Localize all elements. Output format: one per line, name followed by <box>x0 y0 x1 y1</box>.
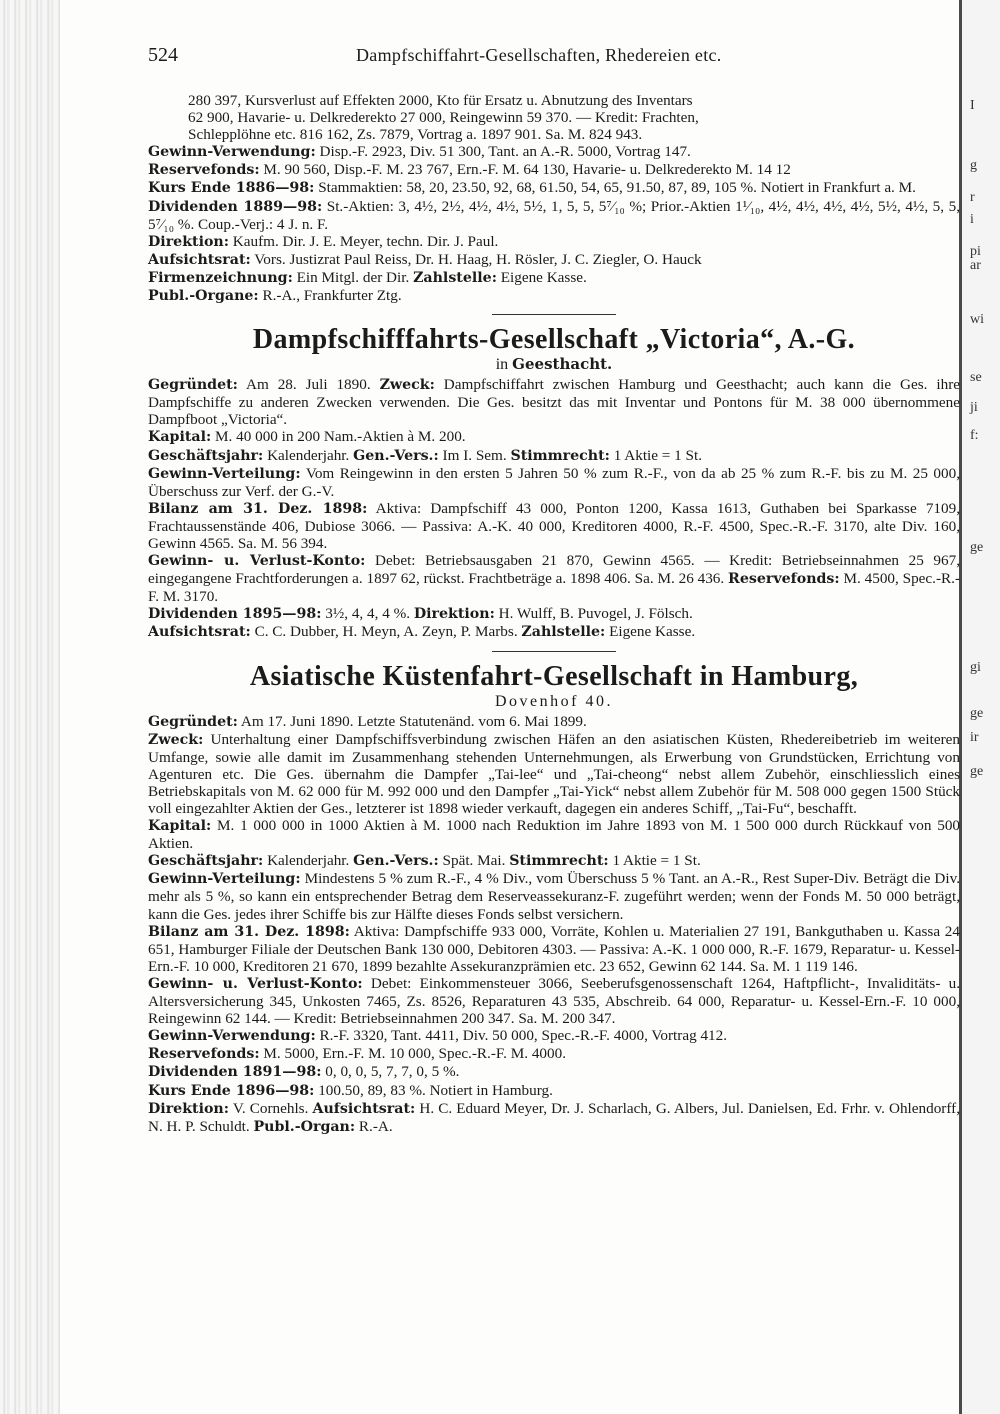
entry-key: Kurs Ende 1886—98: <box>148 180 315 197</box>
adjacent-page-edge <box>959 0 1000 1414</box>
entry-text: M. 1 000 000 in 1000 Aktien à M. 1000 nach Reduktion im Jahre 1893 von M. 1 500 000 durch Rückkauf von 500 Aktien. <box>148 817 961 853</box>
entry-gewinn-verlust <box>148 552 960 605</box>
entry-key: Stimmrecht: <box>509 853 609 870</box>
entry-kapital <box>148 817 960 852</box>
entry-text: 1 Aktie = 1 St. <box>612 852 701 870</box>
page-number: 524 <box>148 44 178 66</box>
margin-fragment: ji <box>970 400 978 415</box>
entry-aufsichtsrat <box>148 623 960 641</box>
prev-company-section <box>148 92 960 305</box>
entry-key: Gewinn-Verwendung: <box>148 144 316 161</box>
entry-text: Aktiva: Dampfschiff 43 000, Ponton 1200, Kassa 1613, Guthaben bei Sparkasse 7109, Frachtaussenstände 406, Dubiose 3066. — Passiva: A.-K. 40 000, Kreditoren 4000, R.-F. 4500, Spec.-R.-F. 3170, alte Div. 160, Gewinn 4565. Sa. M. 56 394. <box>148 499 961 552</box>
entry-bilanz <box>148 500 960 552</box>
entry-key: Gen.-Vers.: <box>353 853 439 870</box>
entry-key: Zweck: <box>148 731 204 748</box>
entry-text: Am 28. Juli 1890. <box>246 376 371 394</box>
entry-dividenden <box>148 198 960 233</box>
entry-gewinn-verwendung <box>148 143 960 161</box>
entry-text: Kalenderjahr. <box>267 852 350 870</box>
entry-publ-organe <box>148 287 960 305</box>
continuation-line: 62 900, Havarie- u. Delkrederekto 27 000, Reingewinn 59 370. — Kredit: Frachten, <box>188 109 699 127</box>
entry-geschaeftsjahr <box>148 447 960 465</box>
entry-kapital <box>148 428 960 446</box>
entry-gegruendet-zweck <box>148 376 960 428</box>
company-title: Dampfschifffahrts-Gesellschaft „Victoria“, A.-G. <box>252 324 856 356</box>
entry-gewinn-verlust <box>148 975 960 1027</box>
margin-fragment: i <box>970 212 974 227</box>
entry-gegruendet <box>148 713 960 731</box>
company-location <box>148 355 960 374</box>
entry-text: C. C. Dubber, H. Meyn, A. Zeyn, P. Marbs. <box>254 623 518 641</box>
entry-text: Ein Mitgl. der Dir. <box>296 268 410 286</box>
entry-text: R.-A. <box>358 1117 393 1135</box>
entry-dividenden <box>148 605 960 623</box>
entry-key: Kapital: <box>148 429 212 446</box>
margin-fragment: ar <box>970 258 981 273</box>
entry-text: R.-F. 3320, Tant. 4411, Div. 50 000, Spec.-R.-F. 4000, Vortrag 412. <box>319 1027 728 1045</box>
entry-text: Am 17. Juni 1890. Letzte Statutenänd. vom 6. Mai 1899. <box>240 712 587 730</box>
entry-key: Gewinn-Verteilung: <box>148 465 301 482</box>
entry-text: Debet: Einkommensteuer 3066, Seeberufsgenossenschaft 1264, Haftpflicht-, Invaliditäts- u. Altersversicherung 345, Unkosten 7465, Zs. 8526, Reparaturen 43 535, Abschreib. 64 000, Reparatur- u. Kessel-Ern.-F. 10 000, Reingewinn 62 144. — Kredit: Betriebseinnahmen 200 347. Sa. M. 200 347. <box>148 974 960 1028</box>
entry-key: Reservefonds: <box>148 1046 260 1063</box>
entry-key: Firmenzeichnung: <box>148 269 293 286</box>
entry-key: Gen.-Vers.: <box>353 447 439 464</box>
entry-text: 100.50, 89, 83 %. Notiert in Hamburg. <box>318 1081 553 1099</box>
entry-key: Zweck: <box>379 377 435 394</box>
entry-reservefonds <box>148 161 960 179</box>
company-victoria <box>148 325 960 641</box>
entry-key: Gegründet: <box>148 713 238 730</box>
entry-firmenzeichnung <box>148 269 960 287</box>
entry-zweck <box>148 731 960 817</box>
margin-fragment: ge <box>970 764 984 779</box>
margin-fragment: gi <box>970 660 981 675</box>
entry-kurs <box>148 1082 960 1100</box>
margin-fragment: ir <box>970 730 979 745</box>
entry-key: Bilanz am 31. Dez. 1898: <box>148 923 350 940</box>
entry-dividenden <box>148 1063 960 1081</box>
binding-edge <box>0 0 60 1414</box>
entry-text: 0, 0, 0, 5, 7, 7, 0, 5 %. <box>325 1063 460 1081</box>
entry-text: Vors. Justizrat Paul Reiss, Dr. H. Haag, H. Rösler, J. C. Ziegler, O. Hauck <box>254 250 702 268</box>
entry-key: Reservefonds: <box>728 571 840 588</box>
entry-key: Gewinn- u. Verlust-Konto: <box>148 975 363 992</box>
section-divider <box>492 651 616 652</box>
running-head <box>148 44 960 74</box>
entry-text: M. 90 560, Disp.-F. M. 23 767, Ern.-F. M. 64 130, Havarie- u. Delkrederekto M. 14 12 <box>263 161 791 179</box>
margin-fragment: r <box>970 190 975 205</box>
entry-key: Dividenden 1895—98: <box>148 606 322 623</box>
location-name: Geesthacht. <box>512 355 613 374</box>
entry-key: Bilanz am 31. Dez. 1898: <box>148 500 368 517</box>
entry-key: Gegründet: <box>148 377 238 394</box>
running-title: Dampfschiffahrt-Gesellschaften, Rhedereien etc. <box>356 45 722 65</box>
entry-text: St.-Aktien: 3, 4½, 2½, 4½, 4½, 5½, 1, 5, 5, 5⁷⁄₁₀ %; Prior.-Aktien 1¹⁄₁₀, 4½, 4½, 4½, 4½, 5½, 4½, 5, 5, 5⁷⁄₁₀ %. Coup.-Verj.: 4 J. n. F. <box>148 197 961 233</box>
entry-reservefonds <box>148 1045 960 1063</box>
entry-text: V. Cornehls. <box>232 1099 309 1117</box>
entry-kurs <box>148 179 960 197</box>
entry-gewinn-verteilung <box>148 465 960 500</box>
entry-text: Spät. Mai. <box>442 852 506 870</box>
entry-gewinn-verteilung <box>148 870 960 922</box>
entry-key: Publ.-Organe: <box>148 288 259 305</box>
entry-text: H. Wulff, B. Puvogel, J. Fölsch. <box>498 605 693 623</box>
entry-key: Publ.-Organ: <box>253 1118 356 1135</box>
continuation-line: Schlepplöhne etc. 816 162, Zs. 7879, Vortrag a. 1897 901. Sa. M. 824 943. <box>188 126 643 144</box>
entry-text: Kalenderjahr. <box>267 446 350 464</box>
entry-key: Aufsichtsrat: <box>148 624 251 641</box>
entry-text: Mindestens 5 % zum R.-F., 4 % Div., vom Überschuss 5 % Tant. an A.-R., Rest Super-Div. Beträgt die Div. mehr als 5 %, so kann ein entsprechender Betrag dem Reserveassekuranz-F. zugeführt werden; wenn der Fonds M. 50 000 beträgt, kann die Ges. jedes ihrer Schiffe bis zur Hälfte dieses Fonds selbst versichern. <box>148 870 960 923</box>
entry-key: Aufsichtsrat: <box>312 1100 416 1117</box>
entry-text: Eigene Kasse. <box>500 268 587 286</box>
entry-text: Im I. Sem. <box>442 446 507 464</box>
entry-text: Vom Reingewinn in den ersten 5 Jahren 50 % zum R.-F., von da ab 25 % zum R.-F. bis zu M. 25 000, Überschuss zur Verf. der G.-V. <box>148 464 960 500</box>
entry-text: Debet: Betriebsausgaben 21 870, Gewinn 4565. — Kredit: Betriebseinnahmen 25 967, eingegangene Frachtforderungen a. 1897 62, rückst. Frachtbeträge a. 1898 406. Sa. M. 26 436. <box>148 552 961 588</box>
entry-key: Stimmrecht: <box>510 447 610 464</box>
entry-key: Gewinn-Verteilung: <box>148 871 301 888</box>
entry-key: Zahlstelle: <box>413 269 497 286</box>
entry-bilanz <box>148 923 960 975</box>
margin-fragment: ge <box>970 706 984 721</box>
entry-key: Gewinn-Verwendung: <box>148 1028 316 1045</box>
entry-key: Geschäftsjahr: <box>148 853 264 870</box>
entry-direktion <box>148 233 960 251</box>
entry-key: Zahlstelle: <box>521 624 606 641</box>
entry-geschaeftsjahr <box>148 852 960 870</box>
entry-text: M. 40 000 in 200 Nam.-Aktien à M. 200. <box>215 428 466 446</box>
entry-key: Direktion: <box>148 1100 229 1117</box>
entry-direktion <box>148 1100 960 1136</box>
entry-text: M. 4500, Spec.-R.-F. M. 3170. <box>148 570 961 606</box>
entry-text: Eigene Kasse. <box>609 623 696 641</box>
entry-text: R.-A., Frankfurter Ztg. <box>262 287 402 305</box>
margin-fragment: se <box>970 370 982 385</box>
entry-key: Dividenden 1889—98: <box>148 198 323 215</box>
company-title: Asiatische Küstenfahrt-Gesellschaft in Hamburg, <box>249 660 859 692</box>
section-divider <box>492 314 616 315</box>
entry-text: M. 5000, Ern.-F. M. 10 000, Spec.-R.-F. M. 4000. <box>263 1045 566 1063</box>
entry-text: Aktiva: Dampfschiffe 933 000, Vorräte, Kohlen u. Materialien 27 191, Bankguthaben u. Kassa 24 651, Hamburger Filiale der Deutschen Bank 130 000, Debitoren 4303. — Passiva: A.-K. 1 000 000, R.-F. 1679, Reparatur- u. Kessel-Ern.-F. 10 000, Kreditoren 21 670, 1899 bezahlte Assekuranzprämien etc. 23 652, Gewinn 62 144. Sa. M. 1 119 146. <box>148 922 960 975</box>
company-asiatische <box>148 662 960 1136</box>
entry-text: Stammaktien: 58, 20, 23.50, 92, 68, 61.50, 54, 65, 91.50, 87, 89, 105 %. Notiert in Frankfurt a. M. <box>318 179 916 197</box>
entry-key: Direktion: <box>148 233 229 250</box>
margin-fragment: f: <box>970 428 979 443</box>
entry-key: Aufsichtsrat: <box>148 251 251 268</box>
address: Dovenhof 40. <box>495 692 613 710</box>
entry-aufsichtsrat <box>148 251 960 269</box>
entry-text: 3½, 4, 4, 4 %. <box>325 605 411 623</box>
page-content <box>148 44 960 1136</box>
entry-text: Disp.-F. 2923, Div. 51 300, Tant. an A.-R. 5000, Vortrag 147. <box>319 143 691 161</box>
company-address <box>148 692 960 711</box>
entry-text: H. C. Eduard Meyer, Dr. J. Scharlach, G. Albers, Jul. Danielsen, Ed. Frhr. v. Ohlendorff, N. H. P. Schuldt. <box>148 1099 960 1135</box>
entry-text: 1 Aktie = 1 St. <box>613 446 703 464</box>
entry-key: Reservefonds: <box>148 162 260 179</box>
location-prefix: in <box>495 356 509 374</box>
entry-gewinn-verwendung <box>148 1027 960 1045</box>
entry-key: Kapital: <box>148 818 212 835</box>
continuation-line: 280 397, Kursverlust auf Effekten 2000, Kto für Ersatz u. Abnutzung des Inventars <box>188 92 693 109</box>
margin-fragment: pi <box>970 244 981 259</box>
margin-fragment: I <box>970 98 975 113</box>
margin-fragment: ge <box>970 540 984 555</box>
entry-text: Unterhaltung einer Dampfschiffsverbindung zwischen Häfen an den asiatischen Küsten, Rhedereibetrieb im weiteren Umfange, sowie alle damit im Zusammenhang stehenden Unternehmungen, als Erwerbung von Grundstücken, Errichtung von Agenturen etc. Die Ges. übernahm die Dampfer „Tai-lee“ und „Tai-cheong“ nebst allem Zubehör, einschliesslich eines Betriebskapitals von M. 62 000 für M. 992 000 und den Dampfer „Tai-Yick“ nebst allem Zubehör für M. 508 000 gegen 1500 Stück voll eingezahlter Aktien der Ges., letzterer ist 1898 wieder verkauft, dagegen ein anderes Schiff, „Tai-Fu“, beschafft. <box>148 730 960 817</box>
entry-key: Gewinn- u. Verlust-Konto: <box>148 553 366 570</box>
entry-key: Dividenden 1891—98: <box>148 1064 322 1081</box>
entry-key: Direktion: <box>413 606 495 623</box>
entry-key: Kurs Ende 1896—98: <box>148 1082 315 1099</box>
margin-fragment: g <box>970 158 977 173</box>
margin-fragment: wi <box>970 312 984 327</box>
entry-text: Dampfschiffahrt zwischen Hamburg und Geesthacht; auch kann die Ges. ihre Dampfschiffe zu anderen Zwecken verwenden. Die Ges. besitzt das mit Inventar und Pontons für M. 38 000 übernommene Dampfboot „Victoria“. <box>148 376 960 429</box>
entry-key: Geschäftsjahr: <box>148 447 264 464</box>
entry-text: Kaufm. Dir. J. E. Meyer, techn. Dir. J. Paul. <box>232 232 499 250</box>
